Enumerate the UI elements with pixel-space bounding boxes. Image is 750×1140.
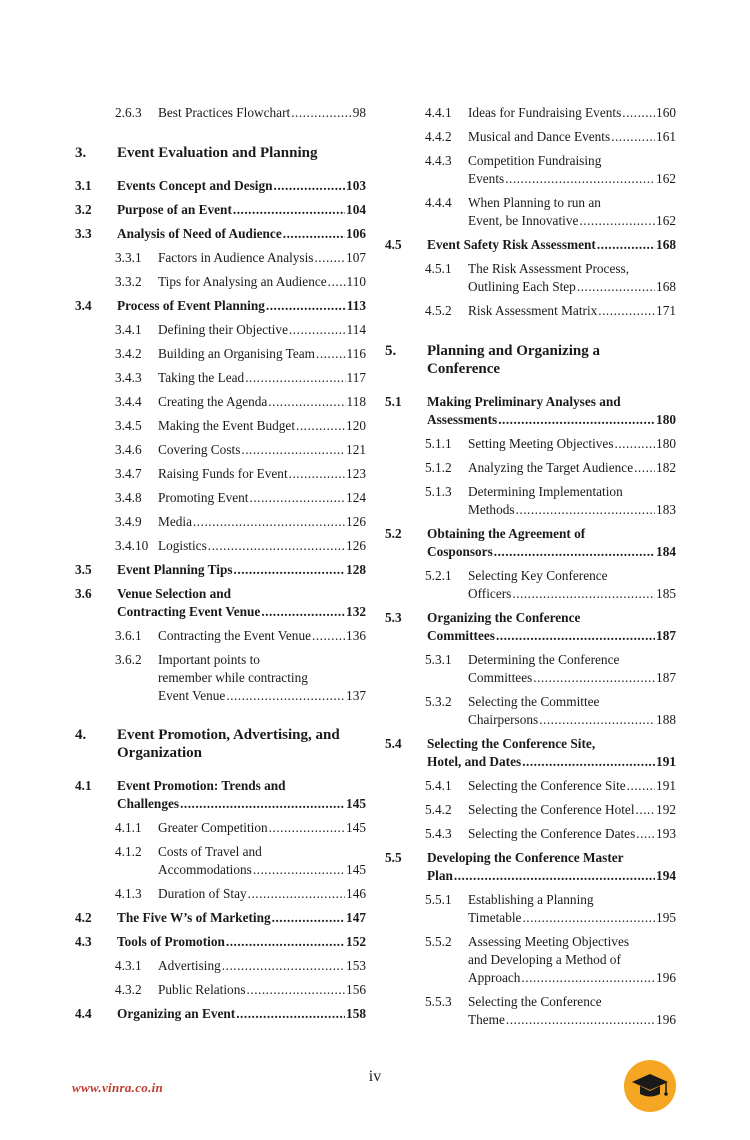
toc-entry-number: 3.4.1 <box>115 322 142 337</box>
dot-leader <box>622 104 655 122</box>
toc-entry-page: 168 <box>656 237 676 252</box>
toc-entry-number: 4.2 <box>75 910 92 925</box>
toc-entry-number: 3.3 <box>75 226 92 241</box>
toc-entry-page: 180 <box>656 412 676 427</box>
dot-leader <box>634 459 655 477</box>
toc-entry-title: Media <box>158 514 192 529</box>
toc-entry-page: 120 <box>346 418 366 433</box>
toc-entry-title: Committees <box>468 670 533 685</box>
dot-leader <box>627 777 655 795</box>
toc-entry-number: 5.2 <box>385 526 402 541</box>
toc-entry-number: 4.3.2 <box>115 982 142 997</box>
toc-entry-number: 4.1.2 <box>115 844 142 859</box>
toc-entry-number: 4.5.1 <box>425 261 452 276</box>
toc-entry-title: Process of Event Planning <box>117 298 265 313</box>
toc-entry-page: 158 <box>346 1006 366 1021</box>
toc-entry-title: Organization <box>117 745 202 761</box>
toc-entry-page: 145 <box>346 862 366 877</box>
toc-entry-title: Developing the Conference Master <box>427 850 624 865</box>
toc-entry-title: Establishing a Planning <box>468 892 594 907</box>
toc-entry-number: 3.2 <box>75 202 92 217</box>
dot-leader <box>312 627 345 645</box>
toc-entry-title: Planning and Organizing a <box>427 343 600 359</box>
toc-entry-number: 5.2.1 <box>425 568 452 583</box>
dot-leader <box>314 249 345 267</box>
graduation-cap-icon <box>624 1060 676 1112</box>
toc-entry-title: Defining their Objective <box>158 322 288 337</box>
toc-entry-title: Factors in Audience Analysis <box>158 250 314 265</box>
toc-entry-title: Challenges <box>117 796 180 811</box>
toc-entry-page: 113 <box>346 298 366 313</box>
dot-leader <box>226 687 345 705</box>
dot-leader <box>247 981 346 999</box>
toc-entry-title: Making Preliminary Analyses and <box>427 394 621 409</box>
toc-entry-title: Committees <box>427 628 495 643</box>
toc-entry-number: 3.4.6 <box>115 442 142 457</box>
toc-entry-title: Risk Assessment Matrix <box>468 303 598 318</box>
dot-leader <box>454 867 655 885</box>
toc-entry-title: remember while contracting <box>158 670 308 685</box>
toc-entry-page: 136 <box>346 628 366 643</box>
toc-entry-title: Events <box>468 171 505 186</box>
dot-leader <box>522 909 655 927</box>
toc-entry-page: 192 <box>656 802 676 817</box>
dot-leader <box>577 278 655 296</box>
dot-leader <box>598 302 655 320</box>
toc-entry-page: 123 <box>346 466 366 481</box>
toc-entry-number: 3.4.4 <box>115 394 142 409</box>
dot-leader <box>316 345 346 363</box>
toc-entry-title: and Developing a Method of <box>468 952 621 967</box>
toc-entry-title: Organizing an Event <box>117 1006 236 1021</box>
toc-entry-number: 3.4 <box>75 298 92 313</box>
dot-leader <box>506 1011 655 1029</box>
dot-leader <box>505 170 655 188</box>
toc-entry-title: Obtaining the Agreement of <box>427 526 586 541</box>
toc-entry-title: Assessments <box>427 412 498 427</box>
dot-leader <box>253 861 345 879</box>
toc-entry-number: 5.3.1 <box>425 652 452 667</box>
dot-leader <box>328 273 346 291</box>
toc-entry-title: Officers <box>468 586 512 601</box>
dot-leader <box>233 201 345 219</box>
toc-entry-title: Tools of Promotion <box>117 934 225 949</box>
toc-entry-number: 4.4 <box>75 1006 92 1021</box>
toc-entry-number: 5.4.1 <box>425 778 452 793</box>
dot-leader <box>208 537 345 555</box>
dot-leader <box>636 825 655 843</box>
toc-entry-number: 5. <box>385 343 397 359</box>
toc-entry-page: 152 <box>346 934 366 949</box>
toc-entry-number: 5.5.2 <box>425 934 452 949</box>
toc-entry-number: 4.4.4 <box>425 195 452 210</box>
toc-entry-page: 187 <box>656 628 676 643</box>
dot-leader <box>636 801 656 819</box>
dot-leader <box>222 957 345 975</box>
dot-leader <box>272 909 345 927</box>
toc-entry-page: 193 <box>656 826 676 841</box>
dot-leader <box>261 603 345 621</box>
dot-leader <box>193 513 345 531</box>
toc-entry-number: 5.5 <box>385 850 402 865</box>
toc-entry-number: 5.1.2 <box>425 460 452 475</box>
toc-entry-title: Purpose of an Event <box>117 202 232 217</box>
toc-entry-title: Competition Fundraising <box>468 153 602 168</box>
toc-entry-title: Event Venue <box>158 688 226 703</box>
toc-entry-title: Selecting the Conference <box>468 994 602 1009</box>
toc-entry-page: 182 <box>656 460 676 475</box>
dot-leader <box>250 489 346 507</box>
dot-leader <box>289 465 345 483</box>
toc-entry-title: Important points to <box>158 652 260 667</box>
toc-entry-number: 3.4.5 <box>115 418 142 433</box>
toc-entry-number: 4.5.2 <box>425 303 452 318</box>
dot-leader <box>516 501 656 519</box>
toc-entry-title: When Planning to run an <box>468 195 601 210</box>
toc-entry-title: Determining Implementation <box>468 484 623 499</box>
toc-entry-number: 5.4 <box>385 736 402 751</box>
toc-entry-page: 160 <box>656 105 676 120</box>
toc-entry-page: 104 <box>346 202 366 217</box>
toc-entry-title: Promoting Event <box>158 490 249 505</box>
toc-entry-title: Event Evaluation and Planning <box>117 145 318 161</box>
toc-entry-title: Musical and Dance Events <box>468 129 611 144</box>
toc-entry-title: Taking the Lead <box>158 370 245 385</box>
toc-entry-page: 153 <box>346 958 366 973</box>
dot-leader <box>496 627 655 645</box>
toc-entry-number: 4.1.3 <box>115 886 142 901</box>
toc-entry-number: 3.4.3 <box>115 370 142 385</box>
toc-entry-title: Assessing Meeting Objectives <box>468 934 630 949</box>
toc-entry-title: Greater Competition <box>158 820 268 835</box>
toc-entry-number: 5.1.1 <box>425 436 452 451</box>
toc-entry-title: Determining the Conference <box>468 652 620 667</box>
toc-entry-title: Analysis of Need of Audience <box>117 226 282 241</box>
toc-entry-page: 183 <box>656 502 676 517</box>
toc-entry-title: Creating the Agenda <box>158 394 268 409</box>
toc-entry-page: 118 <box>346 394 366 409</box>
dot-leader <box>498 411 655 429</box>
toc-entry-number: 3. <box>75 145 87 161</box>
toc-entry-number: 5.5.3 <box>425 994 452 1009</box>
dot-leader <box>296 417 345 435</box>
toc-entry-title: Event Safety Risk Assessment <box>427 237 596 252</box>
toc-entry-page: 145 <box>346 820 366 835</box>
toc-entry-number: 5.1 <box>385 394 402 409</box>
page-number: iv <box>368 1068 382 1085</box>
dot-leader <box>521 969 655 987</box>
toc-entry-page: 156 <box>346 982 366 997</box>
toc-entry-number: 4.3.1 <box>115 958 142 973</box>
toc-entry-title: Selecting the Conference Hotel <box>468 802 635 817</box>
toc-entry-number: 4.4.1 <box>425 105 452 120</box>
toc-entry-title: Event Promotion, Advertising, and <box>117 727 340 743</box>
toc-entry-number: 3.6.2 <box>115 652 142 667</box>
dot-leader <box>245 369 345 387</box>
toc-entry-page: 137 <box>346 688 366 703</box>
dot-leader <box>533 669 655 687</box>
toc-entry-page: 126 <box>346 538 366 553</box>
toc-entry-title: Costs of Travel and <box>158 844 262 859</box>
toc-entry-page: 121 <box>346 442 366 457</box>
toc-entry-number: 3.4.7 <box>115 466 142 481</box>
toc-entry-page: 196 <box>656 970 676 985</box>
footer-website[interactable]: www.vinra.co.in <box>72 1080 164 1095</box>
toc-entry-number: 4.4.3 <box>425 153 452 168</box>
dot-leader <box>539 711 655 729</box>
toc-entry-title: Selecting the Committee <box>468 694 600 709</box>
toc-entry-title: Tips for Analysing an Audience <box>158 274 327 289</box>
toc-entry-title: Contracting Event Venue <box>117 604 261 619</box>
toc-entry-page: 103 <box>346 178 366 193</box>
toc-entry-number: 5.3 <box>385 610 402 625</box>
toc-entry-number: 3.5 <box>75 562 92 577</box>
toc-entry-number: 4.4.2 <box>425 129 452 144</box>
toc-entry-title: The Risk Assessment Process, <box>468 261 630 276</box>
toc-entry-title: Approach <box>468 970 521 985</box>
toc-entry-page: 184 <box>656 544 676 559</box>
toc-entry-page: 126 <box>346 514 366 529</box>
dot-leader <box>615 435 656 453</box>
toc-entry-title: Setting Meeting Objectives <box>468 436 614 451</box>
toc-entry-page: 147 <box>346 910 366 925</box>
toc-entry-number: 5.3.2 <box>425 694 452 709</box>
toc-entry-title: Outlining Each Step <box>468 279 576 294</box>
toc-entry-title: Event Planning Tips <box>117 562 233 577</box>
toc-entry-page: 195 <box>656 910 676 925</box>
toc-entry-page: 180 <box>656 436 676 451</box>
toc-entry-number: 5.4.2 <box>425 802 452 817</box>
toc-entry-title: Covering Costs <box>158 442 241 457</box>
toc-entry-number: 4.3 <box>75 934 92 949</box>
toc-entry-number: 5.5.1 <box>425 892 452 907</box>
publisher-logo <box>624 1060 676 1112</box>
dot-leader <box>236 1005 345 1023</box>
dot-leader <box>274 177 346 195</box>
dot-leader <box>522 753 655 771</box>
toc-entry-number: 4. <box>75 727 87 743</box>
toc-entry-number: 3.3.2 <box>115 274 142 289</box>
toc-entry-page: 114 <box>346 322 366 337</box>
dot-leader <box>241 441 345 459</box>
toc-entry-title: Conference <box>427 361 501 377</box>
toc-entry-number: 3.1 <box>75 178 92 193</box>
dot-leader <box>266 297 346 315</box>
toc-entry-title: Methods <box>468 502 515 517</box>
toc-entry-page: 106 <box>346 226 366 241</box>
dot-leader <box>234 561 346 579</box>
dot-leader <box>597 236 655 254</box>
toc-entry-page: 117 <box>346 370 366 385</box>
dot-leader <box>226 933 345 951</box>
toc-entry-page: 194 <box>656 868 676 883</box>
toc-entry-title: Timetable <box>468 910 522 925</box>
toc-entry-page: 116 <box>346 346 366 361</box>
toc-entry-title: Selecting the Conference Site <box>468 778 626 793</box>
dot-leader <box>180 795 345 813</box>
toc-entry-page: 124 <box>346 490 366 505</box>
toc-entry-title: The Five W’s of Marketing <box>117 910 271 925</box>
toc-entry-title: Chairpersons <box>468 712 539 727</box>
dot-leader <box>512 585 655 603</box>
toc-entry-title: Contracting the Event Venue <box>158 628 311 643</box>
dot-leader <box>269 819 345 837</box>
toc-entry-number: 4.1.1 <box>115 820 142 835</box>
toc-entry-page: 132 <box>346 604 366 619</box>
toc-entry-number: 4.5 <box>385 237 402 252</box>
dot-leader <box>579 212 655 230</box>
toc-entry-page: 171 <box>656 303 676 318</box>
toc-entry-number: 3.6.1 <box>115 628 142 643</box>
dot-leader <box>283 225 345 243</box>
toc-entry-title: Cosponsors <box>427 544 493 559</box>
toc-entry-title: Best Practices Flowchart <box>158 105 291 120</box>
toc-entry-page: 162 <box>656 171 676 186</box>
toc-entry-title: Selecting the Conference Site, <box>427 736 596 751</box>
toc-entry-title: Plan <box>427 868 453 883</box>
toc-entry-page: 191 <box>656 778 676 793</box>
toc-entry-title: Analyzing the Target Audience <box>468 460 634 475</box>
toc-entry-title: Building an Organising Team <box>158 346 316 361</box>
toc-entry-title: Event Promotion: Trends and <box>117 778 286 793</box>
toc-entry-title: Event, be Innovative <box>468 213 579 228</box>
toc-entry-title: Venue Selection and <box>117 586 232 601</box>
toc-entry-number: 3.3.1 <box>115 250 142 265</box>
toc-entry-page: 162 <box>656 213 676 228</box>
toc-entry-title: Public Relations <box>158 982 246 997</box>
toc-entry-title: Theme <box>468 1012 505 1027</box>
toc-entry-page: 107 <box>346 250 366 265</box>
toc-entry-page: 187 <box>656 670 676 685</box>
toc-entry-number: 3.4.2 <box>115 346 142 361</box>
toc-entry-title: Selecting Key Conference <box>468 568 608 583</box>
toc-entry-title: Making the Event Budget <box>158 418 296 433</box>
toc-entry-number: 2.6.3 <box>115 105 142 120</box>
toc-entry-page: 161 <box>656 129 676 144</box>
toc-entry-page: 185 <box>656 586 676 601</box>
toc-entry-title: Events Concept and Design <box>117 178 273 193</box>
toc-entry-title: Raising Funds for Event <box>158 466 288 481</box>
toc-entry-title: Organizing the Conference <box>427 610 581 625</box>
toc-entry-number: 4.1 <box>75 778 92 793</box>
toc-entry-title: Duration of Stay <box>158 886 247 901</box>
dot-leader <box>289 321 346 339</box>
toc-entry-page: 98 <box>352 105 366 120</box>
dot-leader <box>494 543 655 561</box>
toc-entry-page: 168 <box>656 279 676 294</box>
toc-entry-title: Advertising <box>158 958 221 973</box>
toc-entry-page: 110 <box>346 274 366 289</box>
toc-entry-title: Ideas for Fundraising Events <box>468 105 622 120</box>
toc-entry-number: 5.4.3 <box>425 826 452 841</box>
toc-entry-number: 3.6 <box>75 586 92 601</box>
toc-entry-page: 146 <box>346 886 366 901</box>
toc-entry-page: 128 <box>346 562 366 577</box>
toc-entry-number: 5.1.3 <box>425 484 452 499</box>
toc-entry-title: Logistics <box>158 538 207 553</box>
toc-entry-title: Accommodations <box>158 862 252 877</box>
toc-entry-title: Selecting the Conference Dates <box>468 826 636 841</box>
toc-entry-page: 196 <box>656 1012 676 1027</box>
toc-entry-page: 145 <box>346 796 366 811</box>
dot-leader <box>611 128 655 146</box>
toc-entry-number: 3.4.10 <box>115 538 149 553</box>
toc-entry-title: Hotel, and Dates <box>427 754 522 769</box>
toc-entry-page: 191 <box>656 754 676 769</box>
toc-entry-number: 3.4.8 <box>115 490 142 505</box>
toc-entry-number: 3.4.9 <box>115 514 142 529</box>
dot-leader <box>268 393 345 411</box>
dot-leader <box>291 104 352 122</box>
dot-leader <box>248 885 345 903</box>
toc-entry-page: 188 <box>656 712 676 727</box>
